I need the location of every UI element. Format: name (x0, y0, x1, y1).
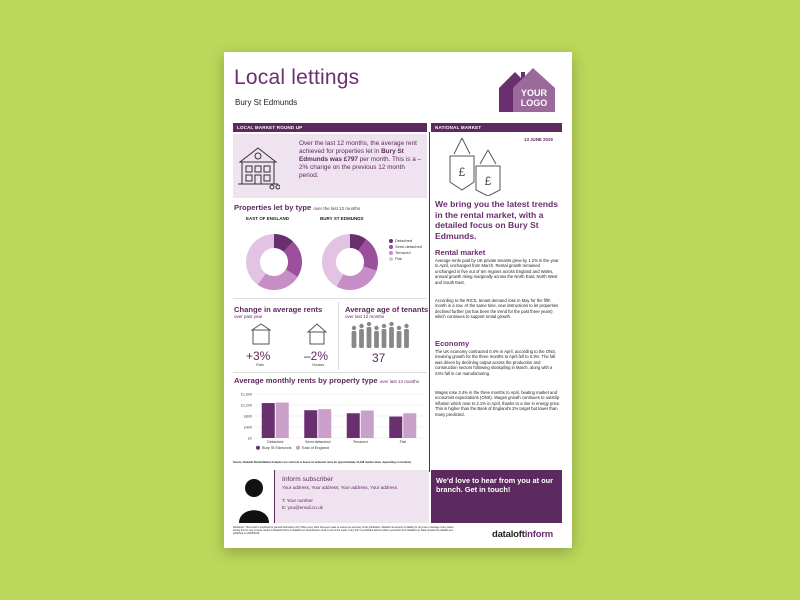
page-title: Local lettings (234, 66, 360, 89)
townhouse-icon (236, 144, 280, 190)
rental-paragraph-2: According to the RICS, tenant demand rose in May for the fifth month in a row. At the same time, new instructions to let properties declined further (as has been the trend for the past three years) which continues to support rental growth. (435, 298, 559, 320)
x-tick-label: Terraced (352, 440, 368, 444)
properties-heading (234, 203, 360, 212)
donut-chart-bury (320, 232, 380, 292)
national-headline: We bring you the latest trends in the rental market, with a detailed focus on Bury St Edmunds. (435, 199, 559, 241)
economy-paragraph-2: Wages rose 3.4% in the three months to April, beating market and economist expectations (ONS). Wages growth continues to outstrip inflation which rose to 2.1% in April, thanks to a rise in energy price. This is higher than the Bank of England's 2% target but lower than many predicted. (435, 390, 561, 417)
age-heading: Average age of tenants (345, 305, 429, 314)
person-head (382, 324, 386, 328)
column-divider (429, 132, 430, 472)
donut-label-east: EAST OF ENGLAND (246, 216, 290, 221)
monthly-rents-bar-chart (234, 390, 428, 456)
source-note: Source: Dataloft Rental Market Analytics (so sold rent is based on achieved rents for approximately 10,196 market share, depending on location) (233, 461, 412, 464)
legend-swatch (389, 239, 393, 243)
person-silhouette-icon (233, 470, 275, 523)
section-bar-national: NATIONAL MARKET (431, 123, 562, 132)
donut-label-bury: BURY ST EDMUNDS (320, 216, 364, 221)
bar-east-of-england-flat (403, 413, 416, 438)
legend-swatch (389, 245, 393, 249)
svg-text:£: £ (484, 174, 492, 188)
change-sub: over past year (234, 314, 263, 319)
x-tick-label: Flat (399, 440, 406, 444)
y-tick-label: £1,200 (241, 403, 252, 408)
legend-label: Flat (395, 256, 402, 261)
intro-part2: per month. This is a –2% change on the previous 12 month period. (299, 156, 422, 179)
x-tick-label: Semi-detached (304, 440, 331, 444)
legend-label: Detached (395, 238, 413, 243)
intro-text (299, 140, 423, 180)
divider (233, 372, 427, 373)
x-tick-label: Detached (267, 440, 284, 444)
bar-bury-st-edmunds-detached (262, 403, 275, 438)
bar-east-of-england-detached (276, 403, 289, 438)
cta-box: We'd love to hear from you at our branch. Get in touch! (431, 470, 562, 523)
bar-bury-st-edmunds-semi-detached (304, 410, 317, 438)
donut-slice-terraced (337, 266, 377, 290)
monthly-heading (234, 376, 419, 385)
avatar (233, 470, 275, 523)
change-flats-label: Flats (256, 363, 264, 367)
y-tick-label: £0 (248, 436, 252, 441)
flat-building-icon (250, 322, 272, 346)
change-houses-label: Houses (312, 363, 325, 367)
brand-part-b: inform (524, 529, 554, 540)
age-value: 37 (372, 351, 386, 365)
divider (233, 298, 427, 299)
price-tags-icon (442, 136, 512, 196)
section-bar-local: LOCAL MARKET ROUND UP (233, 123, 427, 132)
legend-swatch (256, 446, 260, 450)
legend-item-flat (389, 256, 422, 262)
person-head (397, 326, 401, 330)
change-heading: Change in average rents (234, 305, 323, 314)
legend-label: Bury St Edmunds (262, 446, 292, 450)
legend-swatch (389, 251, 393, 255)
monthly-heading-main: Average monthly rents by property type (234, 376, 378, 385)
person-head (359, 324, 363, 328)
intro-bold: Bury St Edmunds was £797 (299, 148, 404, 163)
legend-label: Semi-detached (395, 244, 422, 249)
person-head (374, 326, 378, 330)
logo-text-2: LOGO (520, 98, 548, 108)
person-body (359, 329, 364, 348)
logo-house-icon (497, 66, 559, 114)
person-body (389, 327, 394, 348)
intro-part1: Over the last 12 months, the average rent achieved for properties let in (299, 140, 417, 155)
person-body (352, 331, 357, 348)
legend-swatch (296, 446, 300, 450)
person-body (367, 327, 372, 348)
legend-label: Terraced (395, 250, 411, 255)
subscriber-email[interactable]: E: you@email.co.uk (282, 505, 323, 510)
subscriber-name: Inform subscriber (282, 476, 333, 483)
properties-heading-small: over the last 12 months (313, 206, 361, 211)
change-houses-value: –2% (304, 349, 329, 363)
rental-paragraph-1: Average rents paid by UK private tenants grew by 1.2% in the year to April, unchanged from March. Rental growth remained unchanged in five out of ten regions across England and Wales, annual growth rising marginally across the North East, North West and South East. (435, 258, 559, 285)
svg-text:£: £ (458, 165, 466, 179)
donut-chart-east (244, 232, 304, 292)
person-body (397, 331, 402, 348)
logo-text-1: YOUR (520, 88, 548, 98)
person-body (404, 329, 409, 348)
bar-bury-st-edmunds-terraced (347, 413, 360, 438)
y-tick-label: £1,600 (241, 392, 252, 397)
legend-label: East of England (302, 446, 329, 450)
economy-paragraph-1: The UK economy contracted 0.4% in April, according to the ONS, meaning growth for the three months to April fell to 0.3%. The fall was driven by declining output across the production and construction sectors following stockpiling in March, along with a 24% fall in car manufacturing. (435, 349, 557, 376)
change-flats-value: +3% (246, 349, 271, 363)
person-head (404, 324, 408, 328)
person-body (374, 331, 379, 348)
person-head (352, 326, 356, 330)
properties-heading-main: Properties let by type (234, 203, 312, 212)
report-date: 13 JUNE 2019 (524, 137, 553, 142)
page-subtitle: Bury St Edmunds (235, 98, 298, 107)
subscriber-address: Your address, Your address, Your address, Your address (282, 485, 398, 490)
person-head (389, 322, 393, 326)
brand-part-a: dataloft (492, 529, 525, 540)
monthly-heading-small: over last 12 months (379, 379, 420, 384)
person-body (382, 329, 387, 348)
bar-east-of-england-terraced (361, 411, 374, 439)
legend-swatch (389, 257, 393, 261)
bar-bury-st-edmunds-flat (389, 417, 402, 438)
donut-legend (389, 238, 422, 262)
dataloft-brand (492, 529, 553, 540)
disclaimer: Disclaimer: This report is produced for general information only. While every effort has been made to ensure the accuracy of this publication, Dataloft Ltd accepts no liability for any loss or damage of any nature arising from its use or these results to Dataloft Inform or Dataloft Ltd. Reproduction of all or part of the report in any form is prohibited without written permission from Dataloft Ltd. Data compiled by dataloft and published on 20/05/2019. (233, 526, 454, 536)
person-head (367, 322, 371, 326)
house-icon (306, 322, 328, 346)
y-tick-label: £800 (244, 414, 252, 419)
rental-heading: Rental market (435, 248, 486, 257)
economy-heading: Economy (435, 339, 470, 348)
bar-east-of-england-semi-detached (318, 409, 331, 438)
divider (338, 302, 339, 370)
age-sub: over last 12 months (345, 314, 385, 319)
report-content (224, 52, 572, 548)
subscriber-phone: T: Your number (282, 498, 313, 503)
y-tick-label: £400 (244, 425, 252, 430)
people-icon (350, 322, 414, 348)
